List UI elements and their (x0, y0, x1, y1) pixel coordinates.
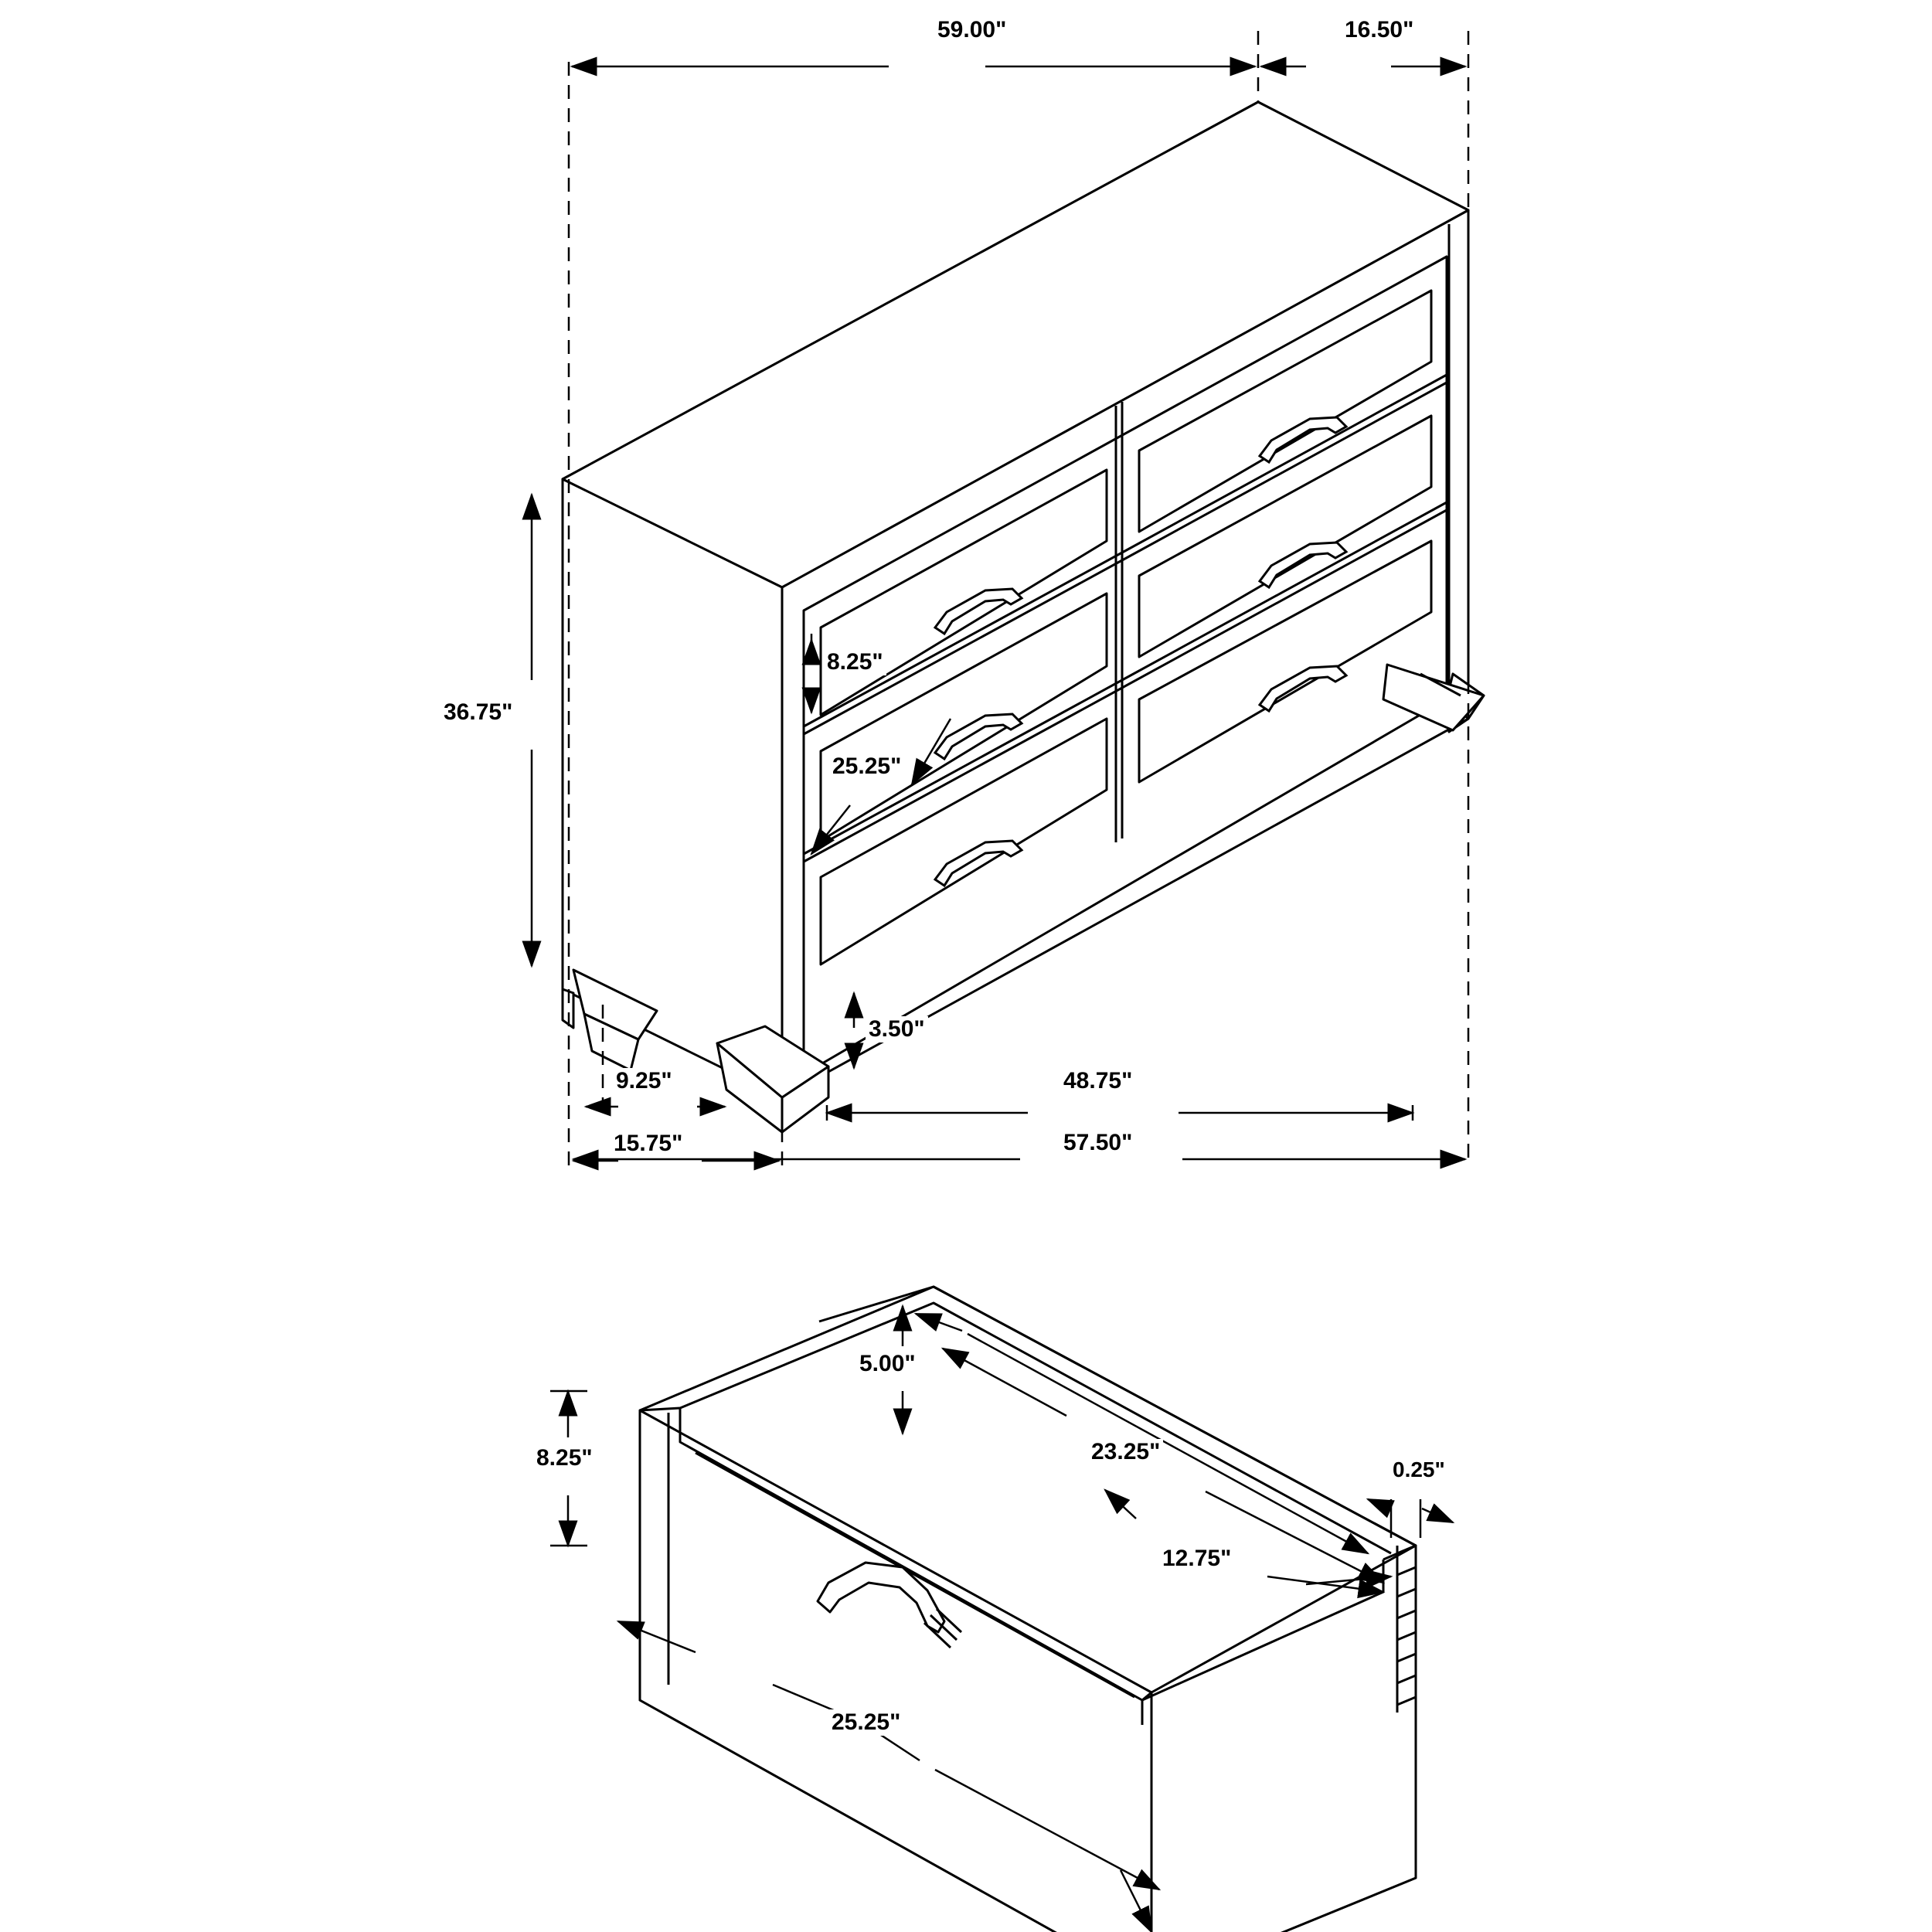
dimension-drawer-inner-depth: 5.00" (856, 1351, 919, 1377)
dimension-leg-height: 3.50" (866, 1016, 928, 1043)
dimension-base-width: 48.75" (1060, 1068, 1135, 1094)
dimension-panel-thickness: 0.25" (1389, 1458, 1448, 1481)
dimension-drawer-inner-width: 23.25" (1088, 1439, 1163, 1465)
dimension-drawer-inner-side: 12.75" (1159, 1546, 1234, 1572)
dimension-drawer-height: 8.25" (824, 649, 886, 675)
dresser-body (563, 102, 1484, 1132)
dimension-top-width: 59.00" (934, 17, 1009, 43)
dimension-base-depth: 9.25" (613, 1068, 675, 1094)
dimension-overall-height: 36.75" (440, 699, 515, 726)
dimension-case-depth: 15.75" (611, 1131, 685, 1157)
dimension-case-width: 57.50" (1060, 1130, 1135, 1156)
drawer-detail-body (640, 1287, 1416, 1932)
dimension-drawer-front-width: 25.25" (828, 1709, 903, 1736)
dimension-drawer-outer-height: 8.25" (533, 1445, 596, 1471)
dimension-drawer-width: 25.25" (829, 753, 904, 780)
dimension-top-depth: 16.50" (1342, 17, 1417, 43)
